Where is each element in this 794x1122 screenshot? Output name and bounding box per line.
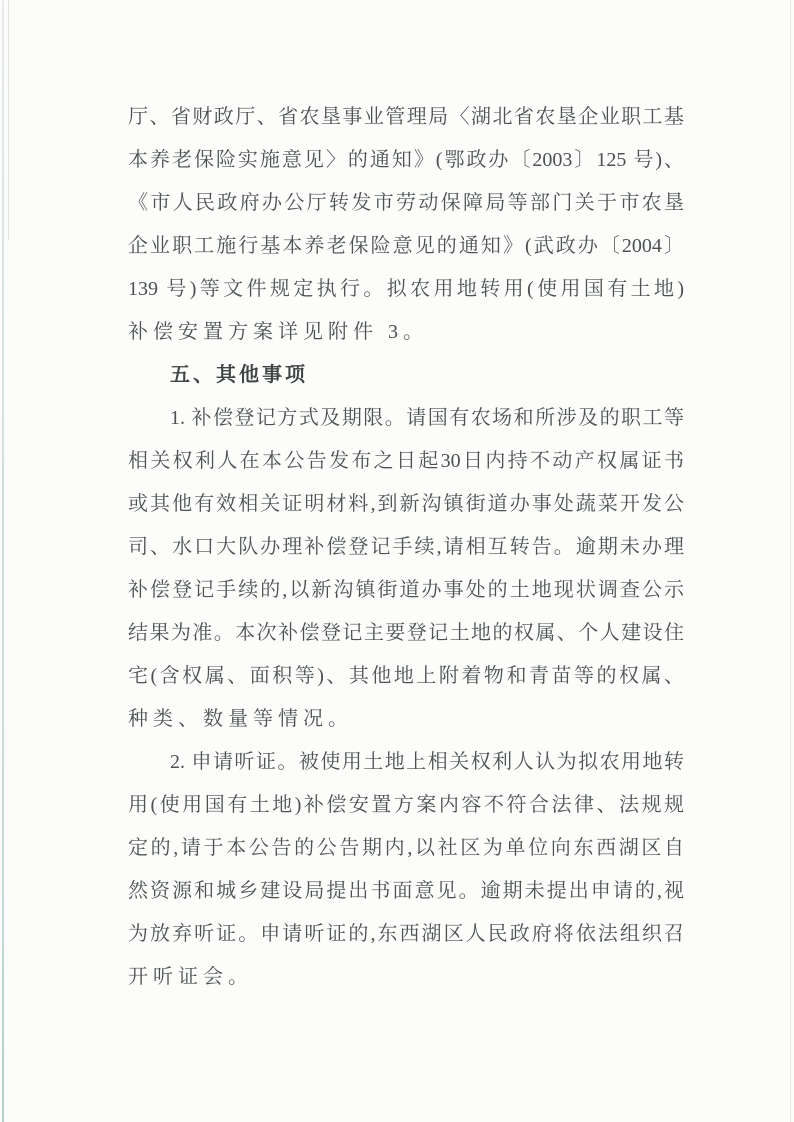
text-line: 宅(含权属、面积等)、其他地上附着物和青苗等的权属、 — [128, 665, 684, 687]
text-line: 相关权利人在本公告发布之日起30日内持不动产权属证书 — [128, 450, 684, 472]
text-line: 结果为准。本次补偿登记主要登记土地的权属、个人建设住 — [128, 622, 684, 644]
text-line: 或其他有效相关证明材料,到新沟镇街道办事处蔬菜开发公 — [128, 493, 684, 515]
text-line: 1. 补偿登记方式及期限。请国有农场和所涉及的职工等 — [170, 407, 684, 429]
scan-edge-artifact-right — [790, 0, 791, 1122]
text-line: 开听证会。 — [128, 966, 253, 988]
text-line: 司、水口大队办理补偿登记手续,请相互转告。逾期未办理 — [128, 536, 684, 558]
text-line: 补偿安置方案详见附件 3。 — [128, 321, 428, 343]
text-line: 用(使用国有土地)补偿安置方案内容不符合法律、法规规 — [128, 794, 684, 816]
text-line: 厅、省财政厅、省农垦事业管理局〈湖北省农垦企业职工基 — [128, 106, 684, 128]
text-line: 139 号)等文件规定执行。拟农用地转用(使用国有土地) — [128, 278, 684, 300]
text-line: 本养老保险实施意见〉的通知》(鄂政办〔2003〕125 号)、 — [128, 149, 684, 171]
scan-edge-artifact-left — [2, 0, 4, 1122]
text-line: 《市人民政府办公厅转发市劳动保障局等部门关于市农垦 — [128, 192, 684, 214]
scan-edge-artifact-left-inner — [8, 0, 9, 240]
text-line: 企业职工施行基本养老保险意见的通知》(武政办〔2004〕 — [128, 235, 684, 257]
section-heading: 五、其他事项 — [170, 364, 308, 386]
document-body — [128, 96, 684, 999]
text-line: 定的,请于本公告的公告期内,以社区为单位向东西湖区自 — [128, 837, 684, 859]
text-line: 种类、数量等情况。 — [128, 708, 353, 730]
text-line: 补偿登记手续的,以新沟镇街道办事处的土地现状调查公示 — [128, 579, 684, 601]
text-line: 2. 申请听证。被使用土地上相关权利人认为拟农用地转 — [170, 751, 684, 773]
text-line: 为放弃听证。申请听证的,东西湖区人民政府将依法组织召 — [128, 923, 684, 945]
text-line: 然资源和城乡建设局提出书面意见。逾期未提出申请的,视 — [128, 880, 684, 902]
